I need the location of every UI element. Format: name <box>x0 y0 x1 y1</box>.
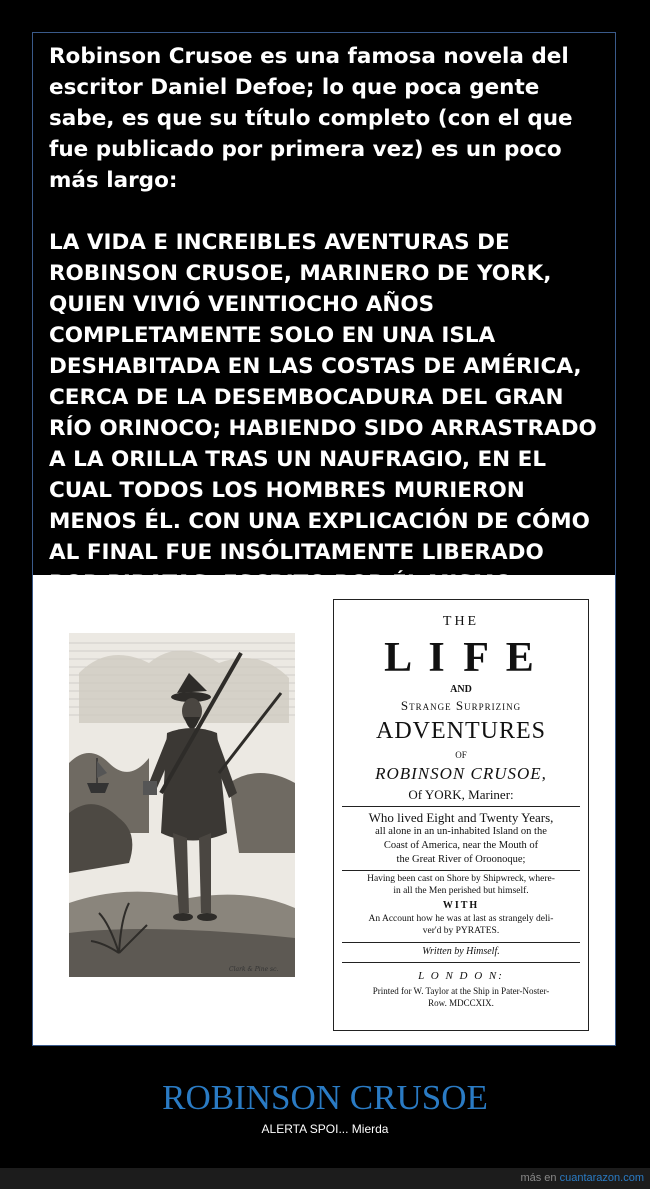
post-caption-title: ROBINSON CRUSOE <box>162 1078 488 1117</box>
tp-printed-1: Printed for W. Taylor at the Ship in Pater-Noster- <box>372 986 550 996</box>
site-link[interactable]: cuantarazon.com <box>559 1172 644 1184</box>
tp-with: WITH <box>442 900 480 911</box>
tp-rule <box>342 870 580 871</box>
tp-lived-4: the Great River of Oroonoque; <box>396 854 526 865</box>
title-page <box>333 599 589 1031</box>
tp-adventures: ADVENTURES <box>376 718 546 744</box>
tp-account-2: ver'd by PYRATES. <box>422 926 500 936</box>
tp-account-1: An Account how he was at last as strangely deli- <box>368 914 554 924</box>
book-image <box>33 575 615 1045</box>
tp-rule <box>342 806 580 807</box>
tp-strange: Strange Surprizing <box>400 698 522 713</box>
tp-the: THE <box>442 614 480 629</box>
footer-prefix: más en <box>520 1172 557 1184</box>
post-frame <box>32 32 616 1046</box>
crusoe-engraving <box>69 633 295 977</box>
footer-bar <box>0 1168 650 1189</box>
tp-lived-2: all alone in an un-inhabited Island on the <box>375 826 547 837</box>
intro-text: Robinson Crusoe es una famosa novela del escritor Daniel Defoe; lo que poca gente sabe, es que su título completo (con el que fue publicado por primera vez) es un poco más largo: <box>49 44 573 193</box>
crusoe-figure-illustration <box>69 633 295 977</box>
tp-printed-2: Row. MDCCXIX. <box>428 998 494 1008</box>
tp-lived-3: Coast of America, near the Mouth of <box>383 840 539 851</box>
post-caption-subtitle: ALERTA SPOI... Mierda <box>261 1122 389 1136</box>
tp-cast-2: in all the Men perished but himself. <box>393 886 529 896</box>
full-title-text: LA VIDA E INCREIBLES AVENTURAS DE ROBINSON CRUSOE, MARINERO DE YORK, QUIEN VIVIÓ VEINTIOCHO AÑOS COMPLETAMENTE SOLO EN UNA ISLA DESHABITADA EN LAS COSTAS DE AMÉRICA, CERCA DE LA DESEMBOCADURA DEL GRAN RÍO ORINOCO; HABIENDO SIDO ARRASTRADO A LA ORILLA TRAS UN NAUFRAGIO, EN EL CUAL TODOS LOS HOMBRES MURIERON MENOS ÉL. CON UNA EXPLICACIÓN DE CÓMO AL FINAL FUE INSÓLITAMENTE LIBERADO <box>49 230 597 565</box>
post-text-area <box>33 33 615 575</box>
tp-of: OF <box>455 750 467 760</box>
engraver-signature: Clark & Pine sc. <box>229 966 279 973</box>
tp-and: AND <box>450 684 472 695</box>
tp-rule <box>342 962 580 963</box>
tp-cast-1: Having been cast on Shore by Shipwreck, where- <box>367 874 555 884</box>
tp-london: L O N D O N: <box>418 970 504 982</box>
tp-rule <box>342 942 580 943</box>
tp-lived-1: Who lived Eight and Twenty Years, <box>368 810 554 825</box>
footer-credit <box>520 1172 644 1184</box>
tp-robinson: ROBINSON CRUSOE, <box>375 764 547 783</box>
tp-written: Written by Himself. <box>422 946 500 957</box>
tp-life: L I F E <box>384 635 538 681</box>
tp-york: Of YORK, Mariner: <box>408 787 514 802</box>
